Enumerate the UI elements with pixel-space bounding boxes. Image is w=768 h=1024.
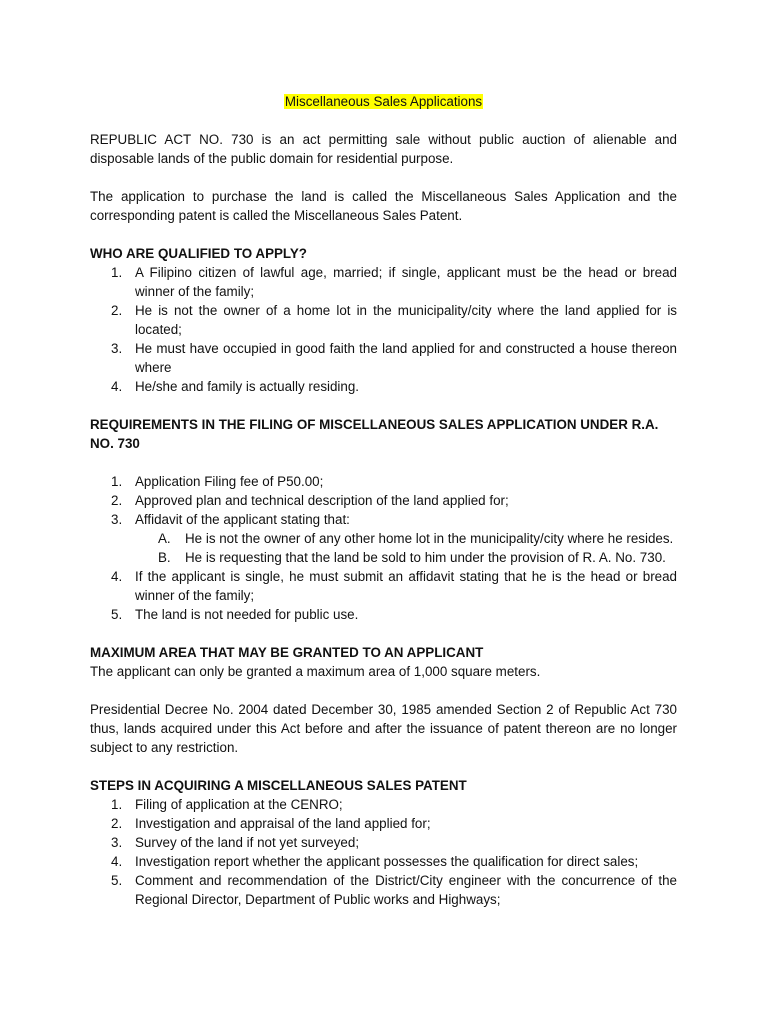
- item-number: 3.: [111, 835, 123, 850]
- list-item: [90, 263, 677, 301]
- item-number: 3.: [111, 341, 123, 356]
- list-item: [90, 871, 677, 909]
- item-text: Investigation report whether the applicant possesses the qualification for direct sales;: [135, 854, 639, 869]
- item-number: 2.: [111, 493, 123, 508]
- item-text: Investigation and appraisal of the land applied for;: [135, 816, 431, 831]
- sub-item-letter: B.: [158, 550, 171, 565]
- document-title: Miscellaneous Sales Applications: [284, 94, 483, 109]
- sub-item-text: He is requesting that the land be sold to him under the provision of R. A. No. 730.: [185, 550, 666, 565]
- item-text: The land is not needed for public use.: [135, 607, 359, 622]
- steps-heading: STEPS IN ACQUIRING A MISCELLANEOUS SALES PATENT: [90, 778, 467, 793]
- maximum-area-section: [90, 643, 677, 681]
- qualified-list: [90, 263, 677, 396]
- item-text: Filing of application at the CENRO;: [135, 797, 343, 812]
- intro-paragraph-1: REPUBLIC ACT NO. 730 is an act permitting sale without public auction of alienable and disposable lands of the public domain for residential purpose.: [90, 132, 677, 166]
- list-item: [90, 833, 677, 852]
- item-number: 5.: [111, 873, 123, 888]
- item-number: 1.: [111, 265, 123, 280]
- item-text: A Filipino citizen of lawful age, married; if single, applicant must be the head or bread winner of the family;: [135, 265, 677, 299]
- list-item: [90, 567, 677, 605]
- item-text: Approved plan and technical description of the land applied for;: [135, 493, 509, 508]
- list-item: [90, 472, 677, 491]
- maximum-area-heading: MAXIMUM AREA THAT MAY BE GRANTED TO AN APPLICANT: [90, 645, 484, 660]
- sub-item-text: He is not the owner of any other home lot in the municipality/city where he resides.: [185, 531, 674, 546]
- item-number: 5.: [111, 607, 123, 622]
- title-block: [90, 92, 677, 111]
- affidavit-sub-list: [90, 529, 677, 567]
- item-text: He is not the owner of a home lot in the municipality/city where the land applied for is located;: [135, 303, 677, 337]
- item-text: He/she and family is actually residing.: [135, 379, 360, 394]
- list-item: [90, 377, 677, 396]
- intro-paragraph-2: The application to purchase the land is called the Miscellaneous Sales Application and the corresponding patent is called the Miscellaneous Sales Patent.: [90, 189, 677, 223]
- list-item: [90, 510, 677, 529]
- item-text: Affidavit of the applicant stating that:: [135, 512, 350, 527]
- item-text: He must have occupied in good faith the land applied for and constructed a house thereon where: [135, 341, 677, 375]
- item-text: If the applicant is single, he must submit an affidavit stating that he is the head or bread winner of the family;: [135, 569, 677, 603]
- item-text: Survey of the land if not yet surveyed;: [135, 835, 360, 850]
- steps-list: [90, 795, 677, 909]
- requirements-list: [90, 472, 677, 624]
- decree-paragraph: Presidential Decree No. 2004 dated December 30, 1985 amended Section 2 of Republic Act 730 thus, lands acquired under this Act before and after the issuance of patent thereon are no longer subject to any restriction.: [90, 702, 677, 755]
- list-item: [90, 814, 677, 833]
- item-text: Comment and recommendation of the District/City engineer with the concurrence of the Regional Director, Department of Public works and Highways;: [135, 873, 677, 907]
- list-item: [90, 795, 677, 814]
- maximum-area-text: The applicant can only be granted a maximum area of 1,000 square meters.: [90, 664, 541, 679]
- item-number: 2.: [111, 303, 123, 318]
- list-item: [90, 605, 677, 624]
- sub-list-item: [90, 529, 677, 548]
- item-number: 4.: [111, 854, 123, 869]
- document-body: [90, 92, 677, 928]
- item-number: 3.: [111, 512, 123, 527]
- item-number: 4.: [111, 379, 123, 394]
- list-item: [90, 852, 677, 871]
- item-text: Application Filing fee of P50.00;: [135, 474, 324, 489]
- list-item: [90, 339, 677, 377]
- requirements-heading: REQUIREMENTS IN THE FILING OF MISCELLANEOUS SALES APPLICATION UNDER R.A. NO. 730: [90, 417, 659, 451]
- sub-list-item: [90, 548, 677, 567]
- item-number: 4.: [111, 569, 123, 584]
- qualified-heading: WHO ARE QUALIFIED TO APPLY?: [90, 246, 307, 261]
- item-number: 2.: [111, 816, 123, 831]
- list-item: [90, 301, 677, 339]
- sub-item-letter: A.: [158, 531, 171, 546]
- list-item: [90, 491, 677, 510]
- sub-list-container: [90, 529, 677, 567]
- item-number: 1.: [111, 474, 123, 489]
- item-number: 1.: [111, 797, 123, 812]
